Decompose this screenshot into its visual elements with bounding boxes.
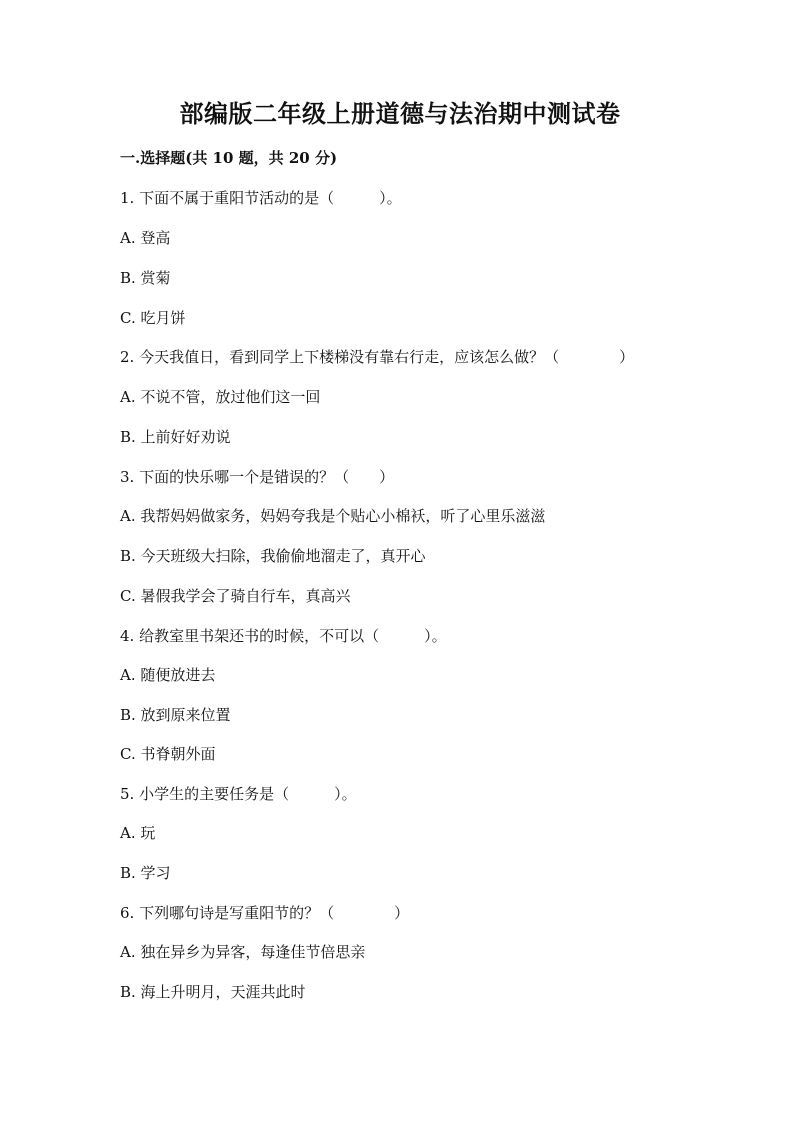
option-2a: A. 不说不管，放过他们这一回	[120, 388, 321, 406]
option-1a: A. 登高	[120, 229, 171, 247]
option-5a: A. 玩	[120, 824, 156, 842]
exam-title: 部编版二年级上册道德与法治期中测试卷	[179, 99, 621, 128]
option-3a: A. 我帮妈妈做家务，妈妈夸我是个贴心小棉袄，听了心里乐滋滋	[120, 507, 546, 525]
option-1b: B. 赏菊	[120, 269, 171, 287]
question-5: 5. 小学生的主要任务是（ ）。	[120, 785, 357, 803]
option-4c: C. 书脊朝外面	[120, 745, 216, 763]
option-6b: B. 海上升明月，天涯共此时	[120, 983, 306, 1001]
option-4a: A. 随便放进去	[120, 666, 216, 684]
question-4: 4. 给教室里书架还书的时候，不可以（ ）。	[120, 627, 447, 645]
question-6: 6. 下列哪句诗是写重阳节的？（ ）	[120, 904, 410, 922]
option-4b: B. 放到原来位置	[120, 706, 231, 724]
option-6a: A. 独在异乡为异客，每逢佳节倍思亲	[120, 943, 366, 961]
question-3: 3. 下面的快乐哪一个是错误的？（ ）	[120, 468, 395, 486]
option-2b: B. 上前好好劝说	[120, 428, 231, 446]
option-3b: B. 今天班级大扫除，我偷偷地溜走了，真开心	[120, 547, 426, 565]
section-heading: 一.选择题(共 10 题，共 20 分)	[120, 149, 338, 167]
option-3c: C. 暑假我学会了骑自行车，真高兴	[120, 587, 351, 605]
option-1c: C. 吃月饼	[120, 309, 186, 327]
question-1: 1. 下面不属于重阳节活动的是（ ）。	[120, 189, 402, 207]
option-5b: B. 学习	[120, 864, 171, 882]
question-2: 2. 今天我值日，看到同学上下楼梯没有靠右行走，应该怎么做？（ ）	[120, 348, 635, 366]
